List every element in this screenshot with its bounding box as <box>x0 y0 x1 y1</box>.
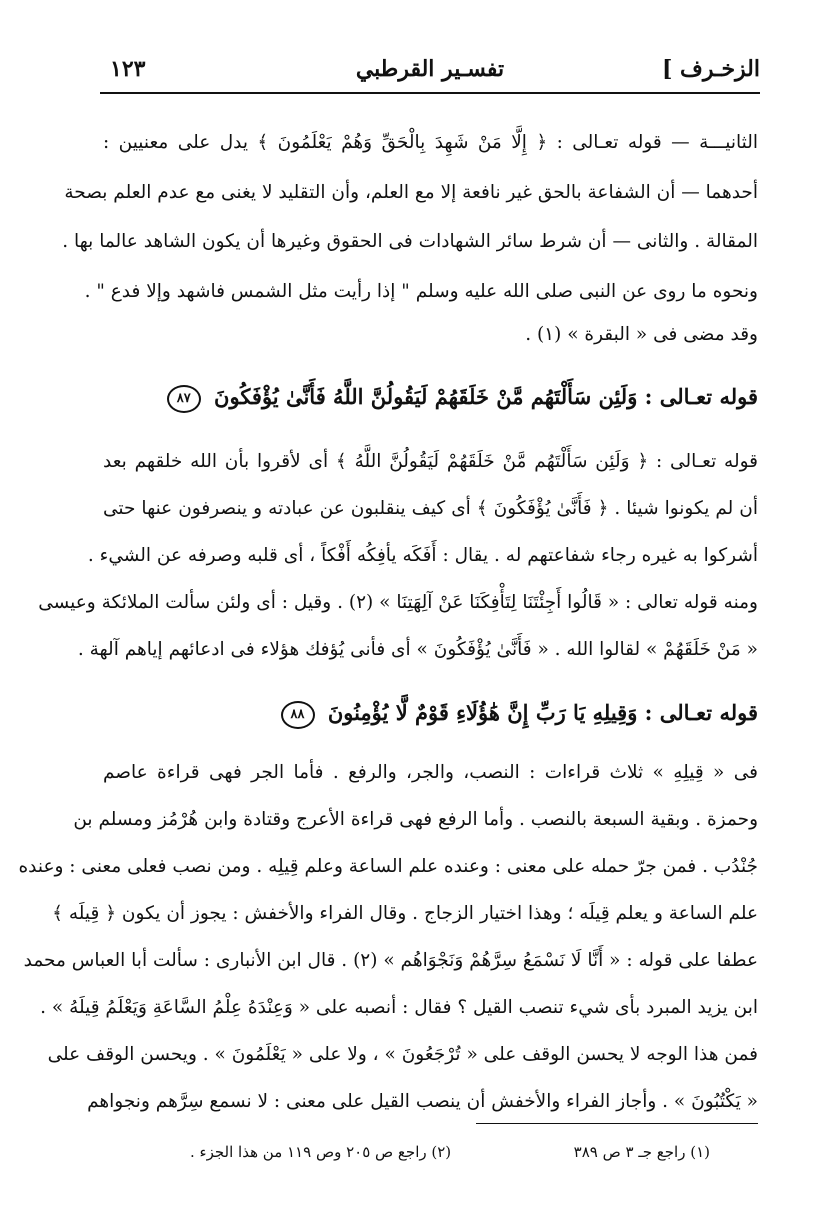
text-line: قوله تعـالى : ﴿ وَلَئِن سَأَلْتَهُم مَّنْ خَلَقَهُمْ لَيَقُولُنَّ اللَّهُ ﴾ أى لأقروا بأن الله خلقهم بعد <box>103 451 758 472</box>
text-line: « يَكْتُبُونَ » . وأجاز الفراء والأخفش أن ينصب القيل على معنى : لا نسمع سِرَّهم ونجواهم <box>87 1091 758 1112</box>
book-title: تفسـير القرطبي <box>355 56 505 82</box>
verse-heading <box>103 698 758 729</box>
verse-heading <box>103 382 758 413</box>
surah-name: الزخـرف ] <box>661 56 760 82</box>
text-line: فمن هذا الوجه لا يحسن الوقف على « تُرْجَعُونَ » ، ولا على « يَعْلَمُونَ » . ويحسن الوقف على <box>47 1044 758 1065</box>
text-line: المقالة . والثانى — أن شرط سائر الشهادات فى الحقوق وغيرها أن يكون الشاهد عالما بها . <box>62 231 758 252</box>
footnote-2: (٢) راجع ص ٢٠٥ وص ١١٩ من هذا الجزء . <box>190 1143 452 1161</box>
ayah-number-badge: ٨٧ <box>167 385 201 413</box>
text-line: أن لم يكونوا شيئا . ﴿ فَأَنَّىٰ يُؤْفَكُونَ ﴾ أى كيف ينقلبون عن عبادته و ينصرفون عنها حتى <box>103 498 758 519</box>
text-line: ونحوه ما روى عن النبى صلى الله عليه وسلم " إذا رأيت مثل الشمس فاشهد وإلا فدع " . <box>84 281 758 302</box>
text-line: ومنه قوله تعالى : « قَالُوا أَجِئْتَنَا لِتَأْفِكَنَا عَنْ آلِهَتِنَا » (٢) . وقيل : أى ولئن سألت الملائكة وعيسى <box>38 592 758 613</box>
text-line: وقد مضى فى « البقرة » (١) . <box>525 324 758 345</box>
text-line: جُنْدُب . فمن جرّ حمله على معنى : وعنده علم الساعة وعلم قِيلِه . ومن نصب فعلى معنى : وعنده <box>18 856 758 877</box>
text-line: أشركوا به غيره رجاء شفاعتهم له . يقال : أَفَكَه يأفِكُه أَفْكاً ، أى قلبه وصرفه عن الشيء . <box>87 545 758 566</box>
header-divider <box>100 92 760 94</box>
ayah-number-badge: ٨٨ <box>281 701 315 729</box>
footnote-divider <box>476 1123 758 1124</box>
text-line: ابن يزيد المبرد بأى شيء تنصب القيل ؟ فقال : أنصبه على « وَعِنْدَهُ عِلْمُ السَّاعَةِ وَيَعْلَمُ قِيلَهُ » . <box>40 997 758 1018</box>
text-line: أحدهما — أن الشفاعة بالحق غير نافعة إلا مع العلم، وأن التقليد لا يغنى مع عدم العلم بصحة <box>64 182 758 203</box>
text-line: « مَنْ خَلَقَهُمْ » لقالوا الله . « فَأَنَّىٰ يُؤْفَكُونَ » أى فأنى يُؤفك هؤلاء فى ادعائهم إياهم آلهة . <box>77 639 758 660</box>
footnote-1: (١) راجع جـ ٣ ص ٣٨٩ <box>573 1143 710 1161</box>
verse-heading-text: قوله تعـالى : وَقِيلِهِ يَا رَبِّ إِنَّ هَٰؤُلَاءِ قَوْمٌ لَّا يُؤْمِنُونَ <box>327 700 758 725</box>
text-line: الثانيـــة — قوله تعـالى : ﴿ إِلَّا مَنْ شَهِدَ بِالْحَقِّ وَهُمْ يَعْلَمُونَ ﴾ يدل على معنيين : <box>103 132 758 153</box>
verse-heading-text: قوله تعـالى : وَلَئِن سَأَلْتَهُم مَّنْ خَلَقَهُمْ لَيَقُولُنَّ اللَّهُ فَأَنَّىٰ يُؤْفَكُونَ <box>214 384 758 409</box>
text-line: فى « قِيلِهِ » ثلاث قراءات : النصب، والجر، والرفع . فأما الجر فهى قراءة عاصم <box>103 762 758 783</box>
text-line: وحمزة . وبقية السبعة بالنصب . وأما الرفع فهى قراءة الأعرج وقتادة وابن هُرْمُز ومسلم بن <box>73 809 758 830</box>
page-number: ١٢٣ <box>110 56 146 82</box>
running-header <box>100 50 760 92</box>
text-line: علم الساعة و يعلم قِيلَه ؛ وهذا اختيار الزجاج . وقال الفراء والأخفش : يجوز أن يكون ﴿ قِيلَه ﴾ <box>52 903 758 924</box>
text-line: عطفا على قوله : « أَنَّا لَا نَسْمَعُ سِرَّهُمْ وَنَجْوَاهُم » (٢) . قال ابن الأنبارى : سألت أبا العباس محمد <box>23 950 758 971</box>
